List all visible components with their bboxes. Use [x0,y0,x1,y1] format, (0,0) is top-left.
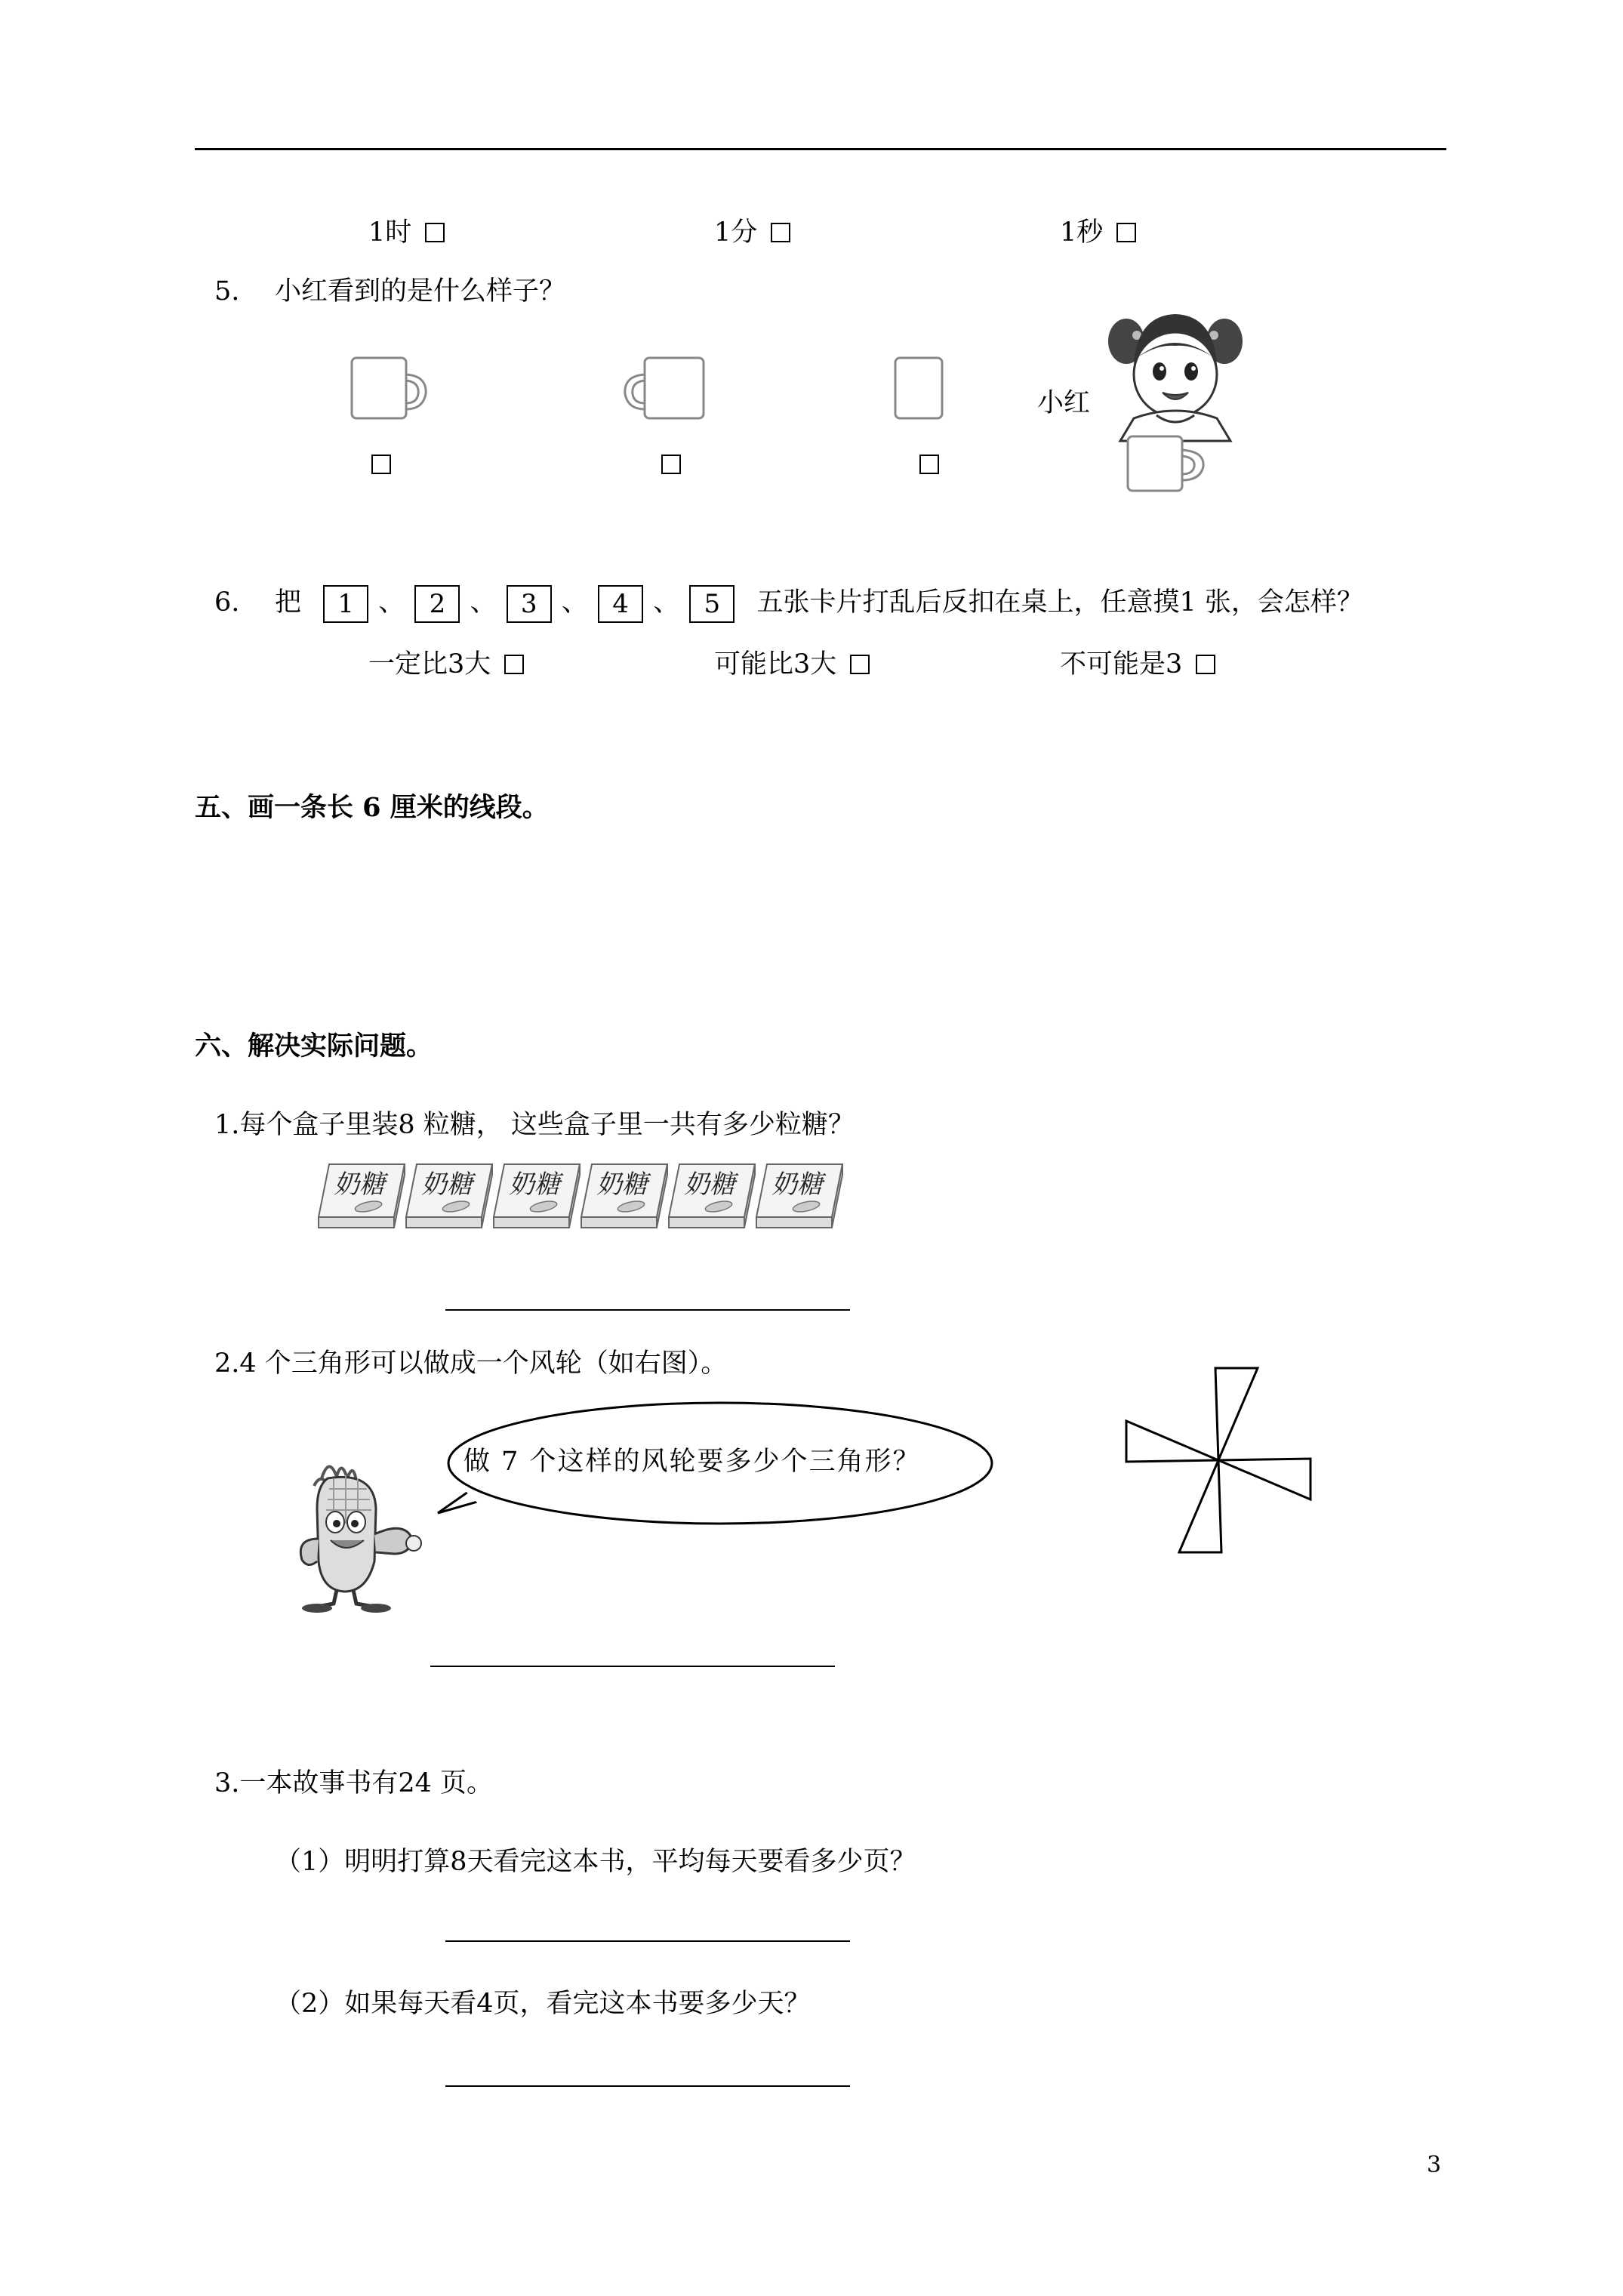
svg-text:奶糖: 奶糖 [684,1170,735,1200]
checkbox-icon[interactable] [661,455,681,474]
candy-box-icon [491,1160,581,1235]
mug-icon [1126,433,1211,494]
section6-title: 六、解决实际问题。 [195,1031,433,1062]
corn-character-icon [291,1456,435,1614]
checkbox-icon[interactable] [919,455,939,474]
p2-text: 2.4 个三角形可以做成一个风轮（如右图）。 [214,1348,728,1379]
candy-box-icon [403,1160,494,1235]
svg-text:奶糖: 奶糖 [334,1170,385,1200]
checkbox-icon[interactable] [504,655,524,674]
number-card: 5 [689,585,735,623]
answer-line[interactable] [445,2085,850,2087]
q6-option-impossible: 不可能是3 [1060,648,1215,681]
mug-icon [350,355,433,423]
mug-icon [894,355,947,423]
section5-title: 五、画一条长 6 厘米的线段。 [195,792,549,823]
number-card: 1 [323,585,368,623]
header-rule [195,148,1446,150]
p3-text: 3.一本故事书有24 页。 [214,1768,494,1798]
checkbox-icon[interactable] [1196,655,1215,674]
candy-box-row [316,1160,874,1235]
q6-option-definitely: 一定比3大 [368,648,524,681]
svg-text:奶糖: 奶糖 [596,1170,648,1200]
girl-icon [1104,305,1247,441]
q5-text: 小红看到的是什么样子？ [275,276,566,307]
speech-text: 做 7 个这样的风轮要多少个三角形？ [463,1447,921,1477]
number-card: 3 [507,585,552,623]
number-card: 2 [414,585,460,623]
p1-text: 1.每个盒子里装8 粒糖， 这些盒子里一共有多少粒糖？ [214,1110,855,1140]
number-card: 4 [598,585,643,623]
checkbox-icon[interactable] [771,223,790,242]
page-number: 3 [1427,2152,1442,2178]
candy-box-icon [666,1160,756,1235]
time-option-hour: 1时 [368,216,445,249]
girl-label: 小红 [1037,388,1091,418]
answer-line[interactable] [445,1309,850,1311]
q6-option-possibly: 可能比3大 [714,648,870,681]
answer-line[interactable] [445,1940,850,1942]
p3-sub2: （2）如果每天看4页，看完这本书要多少天？ [275,1989,811,2019]
checkbox-icon[interactable] [1116,223,1136,242]
svg-text:奶糖: 奶糖 [421,1170,473,1200]
answer-line[interactable] [430,1666,835,1667]
candy-box-icon [753,1160,844,1235]
candy-box-icon [316,1160,406,1235]
checkbox-icon[interactable] [425,223,445,242]
pinwheel-icon [1125,1367,1313,1555]
q6-line: 把 1 、 2 、 3 、 4 、 5 五张卡片打乱后反扣在桌上，任意摸1 张，会怎样？ [275,582,1363,623]
candy-box-icon [578,1160,669,1235]
q6-number: 6. [214,587,240,618]
checkbox-icon[interactable] [850,655,870,674]
time-option-second: 1秒 [1060,216,1136,249]
mug-icon [617,355,708,423]
checkbox-icon[interactable] [371,455,391,474]
q5-number: 5. [214,276,240,307]
time-option-minute: 1分 [714,216,790,249]
svg-text:奶糖: 奶糖 [509,1170,560,1200]
svg-text:奶糖: 奶糖 [771,1170,823,1200]
p3-sub1: （1）明明打算8天看完这本书，平均每天要看多少页？ [275,1847,916,1877]
